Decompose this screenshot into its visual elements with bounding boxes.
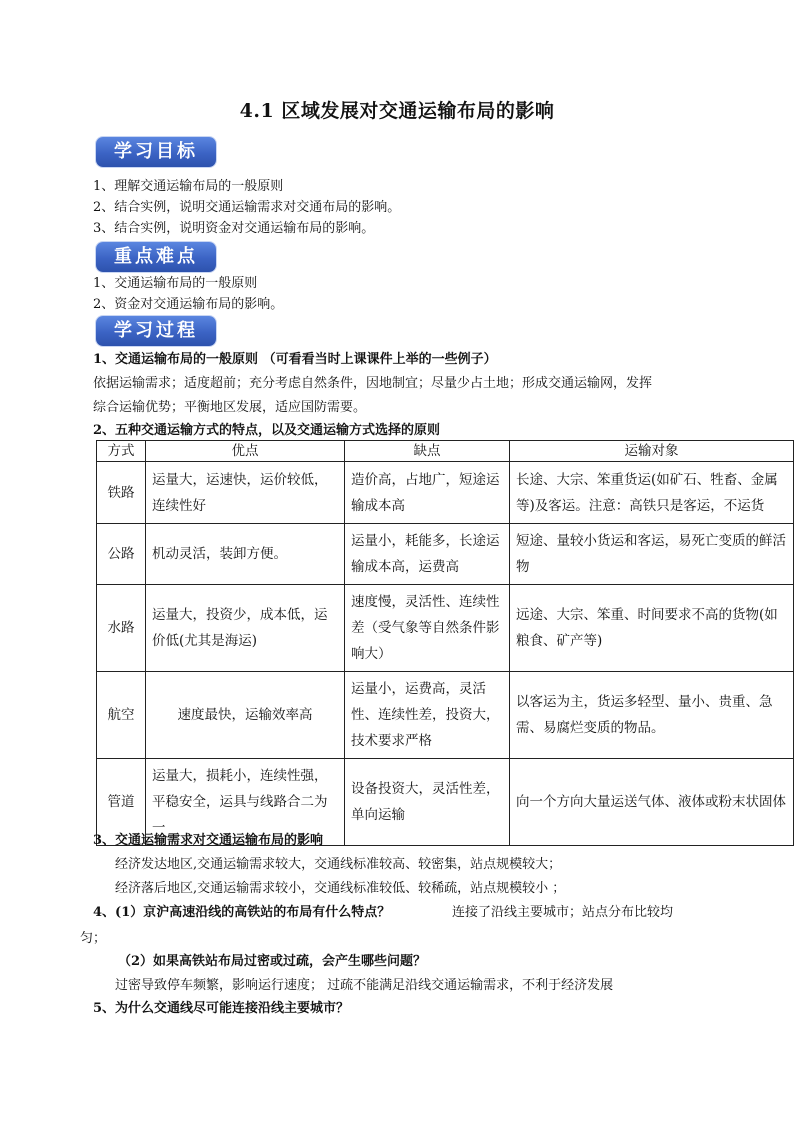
process-banner: [96, 316, 216, 346]
q1-heading: 1、交通运输布局的一般原则 （可看看当时上课课件上举的一些例子）: [93, 352, 497, 367]
q4-question-1: 4、(1）京沪高速沿线的高铁站的布局有什么特点？: [93, 905, 391, 920]
process-banner-label: 学习过程: [114, 320, 198, 341]
q1-body: 依据运输需求；适度超前；充分考虑自然条件，因地制宜；尽量少占土地；形成交通运输网，发挥: [93, 376, 653, 391]
table-header: 运输对象: [510, 441, 794, 462]
table-cell: 航空: [97, 672, 146, 759]
table-cell: 造价高，占地广，短途运输成本高: [345, 462, 510, 524]
objectives-banner: [96, 137, 216, 167]
table-cell: 水路: [97, 585, 146, 672]
table-cell: 管道: [97, 759, 146, 846]
table-row: [97, 672, 794, 759]
table-cell: 向一个方向大量运送气体、液体或粉末状固体: [510, 759, 794, 846]
table-header: 优点: [146, 441, 345, 462]
table-row: [97, 585, 794, 672]
table-row: [97, 462, 794, 524]
table-cell: 铁路: [97, 462, 146, 524]
table-cell: 运量小，耗能多，长途运输成本高，运费高: [345, 524, 510, 585]
objective-item: 1、理解交通运输布局的一般原则: [93, 179, 284, 194]
table-row: [97, 524, 794, 585]
key-points-banner: [96, 242, 216, 272]
key-point-item: 1、交通运输布局的一般原则: [93, 276, 258, 291]
q3-body: 经济落后地区,交通运输需求较小，交通线标准较低、较稀疏，站点规模较小 ；: [115, 881, 566, 896]
q4-question-2: （2）如果高铁站布局过密或过疏，会产生哪些问题？: [118, 954, 427, 969]
q3-body: 经济发达地区,交通运输需求较大，交通线标准较高、较密集，站点规模较大；: [115, 857, 562, 872]
q5-heading: 5、为什么交通线尽可能连接沿线主要城市？: [93, 1001, 350, 1016]
objective-item: 2、结合实例，说明交通运输需求对交通布局的影响。: [93, 200, 401, 215]
transport-modes-table: [96, 440, 794, 846]
key-points-banner-label: 重点难点: [114, 246, 198, 267]
q4-answer-1: 连接了沿线主要城市；站点分布比较均: [452, 905, 674, 920]
q3-heading: 3、交通运输需求对交通运输布局的影响: [93, 833, 324, 848]
table-cell: 运量大，损耗小，连续性强，平稳安全，运具与线路合二为一: [146, 759, 345, 846]
table-header: 方式: [97, 441, 146, 462]
table-cell: 运量小，运费高，灵活性、连续性差，投资大，技术要求严格: [345, 672, 510, 759]
table-cell: 公路: [97, 524, 146, 585]
objective-item: 3、结合实例，说明资金对交通运输布局的影响。: [93, 221, 375, 236]
table-cell: 远途、大宗、笨重、时间要求不高的货物(如粮食、矿产等): [510, 585, 794, 672]
table-header: 缺点: [345, 441, 510, 462]
table-cell: 机动灵活，装卸方便。: [146, 524, 345, 585]
table-cell: 运量大，运速快，运价较低，连续性好: [146, 462, 345, 524]
q4-answer-2: 过密导致停车频繁，影响运行速度； 过疏不能满足沿线交通运输需求，不利于经济发展: [115, 978, 614, 993]
q4-answer-1-cont: 匀；: [80, 931, 107, 946]
key-point-item: 2、资金对交通运输布局的影响。: [93, 297, 284, 312]
table-cell: 以客运为主，货运多轻型、量小、贵重、急需、易腐烂变质的物品。: [510, 672, 794, 759]
table-header-row: [97, 441, 794, 462]
table-cell: 长途、大宗、笨重货运(如矿石、牲畜、金属等)及客运。注意：高铁只是客运，不运货: [510, 462, 794, 524]
q1-body: 综合运输优势；平衡地区发展，适应国防需要。: [93, 400, 367, 415]
q2-heading: 2、五种交通运输方式的特点，以及交通运输方式选择的原则: [93, 423, 441, 438]
table-cell: 速度慢，灵活性、连续性差（受气象等自然条件影响大）: [345, 585, 510, 672]
objectives-banner-label: 学习目标: [114, 141, 198, 162]
table-cell: 运量大，投资少，成本低，运价低(尤其是海运): [146, 585, 345, 672]
page-title: 4.1 区域发展对交通运输布局的影响: [239, 100, 555, 122]
table-cell: 设备投资大，灵活性差，单向运输: [345, 759, 510, 846]
table-cell: 速度最快，运输效率高: [146, 672, 345, 759]
table-cell: 短途、量较小货运和客运，易死亡变质的鲜活物: [510, 524, 794, 585]
